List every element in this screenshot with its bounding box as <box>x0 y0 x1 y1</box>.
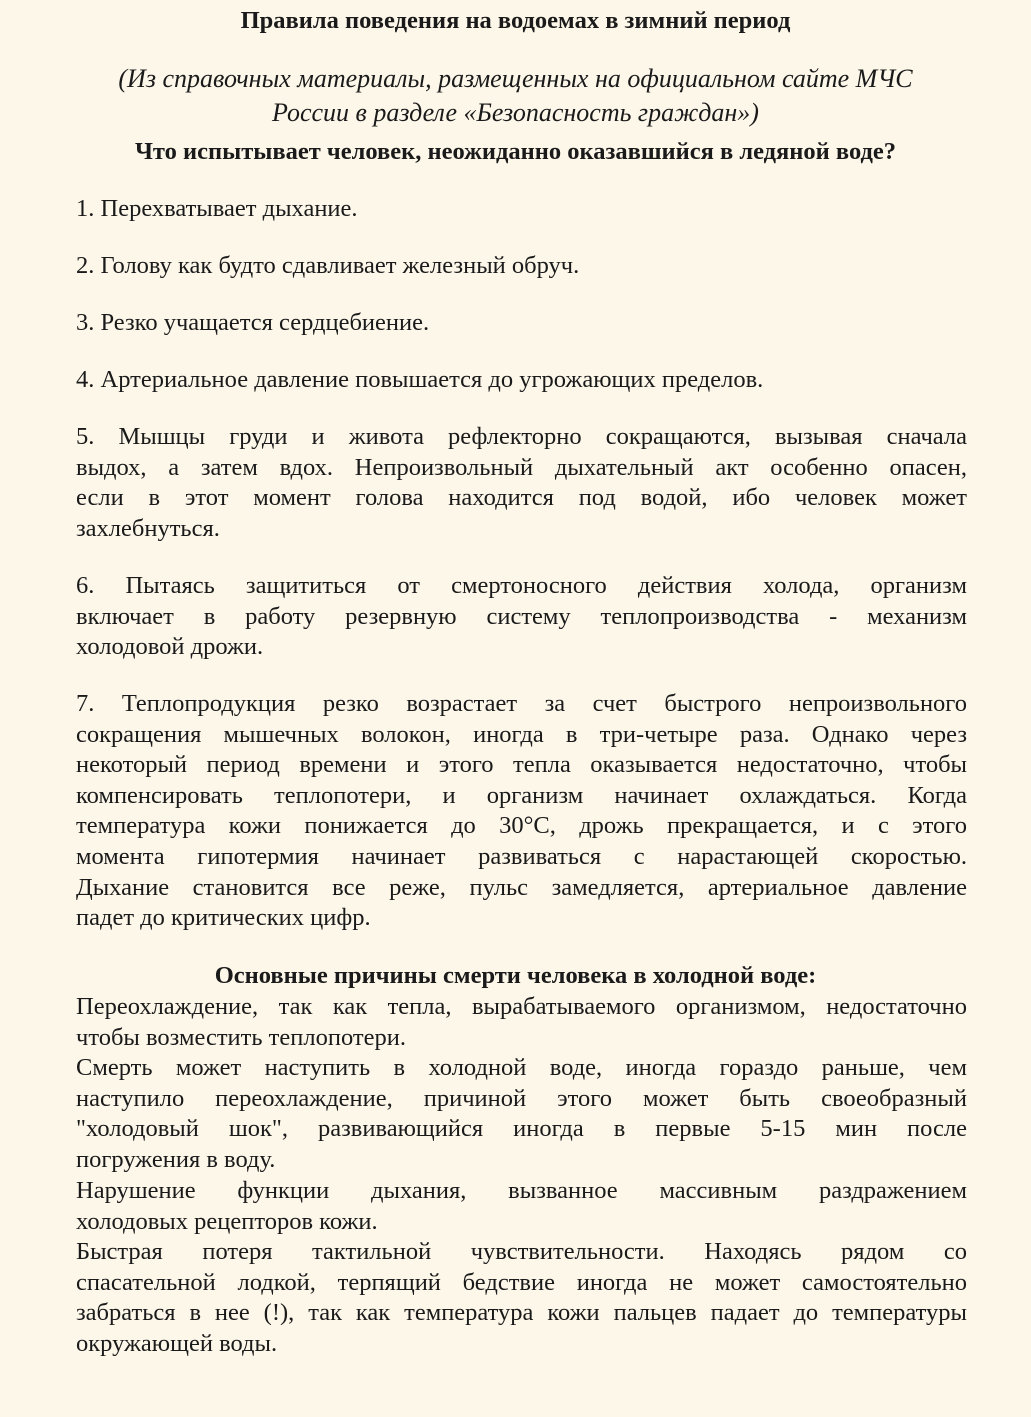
list-item-6 <box>76 571 967 663</box>
source-line-2: России в разделе «Безопасность граждан») <box>272 98 759 127</box>
list-item-7 <box>76 689 967 934</box>
text-line: чтобы возместить теплопотери. <box>76 1023 406 1051</box>
text-line: "холодовый шок", развивающийся иногда в первые 5-15 мин после <box>76 1115 967 1143</box>
text-line: холодовой дрожи. <box>76 633 264 661</box>
text-line: 6. Пытаясь защититься от смертоносного действия холода, организм <box>76 572 967 599</box>
text-line: Смерть может наступить в холодной воде, иногда гораздо раньше, чем <box>76 1054 967 1081</box>
text-line: Нарушение функции дыхания, вызванное массивным раздражением <box>76 1177 967 1204</box>
text-line: если в этот момент голова находится под водой, ибо человек может <box>76 484 967 512</box>
text-line: Быстрая потеря тактильной чувствительности. Находясь рядом со <box>76 1238 967 1265</box>
text-line: Дыхание становится все реже, пульс замедляется, артериальное давление <box>76 873 967 901</box>
text-line: окружающей воды. <box>76 1329 278 1357</box>
list-item-4: 4. Артериальное давление повышается до угрожающих пределов. <box>76 366 764 393</box>
text-line: спасательной лодкой, терпящий бедствие иногда не может самостоятельно <box>76 1268 967 1296</box>
text-line: компенсировать теплопотери, и организм начинает охлаждаться. Когда <box>76 781 967 809</box>
text-line: погружения в воду. <box>76 1145 276 1173</box>
text-line: включает в работу резервную систему теплопроизводства - механизм <box>76 602 967 630</box>
text-line: выдох, а затем вдох. Непроизвольный дыхательный акт особенно опасен, <box>76 453 967 481</box>
text-line: некоторый период времени и этого тепла оказывается недостаточно, чтобы <box>76 751 967 779</box>
text-line: сокращения мышечных волокон, иногда в три-четыре раза. Однако через <box>76 720 967 748</box>
list-item-2: 2. Голову как будто сдавливает железный обруч. <box>76 252 580 279</box>
list-item-3: 3. Резко учащается сердцебиение. <box>76 309 430 336</box>
text-line: 7. Теплопродукция резко возрастает за счет быстрого непроизвольного <box>76 690 967 717</box>
text-line: 5. Мышцы груди и живота рефлекторно сокращаются, вызывая сначала <box>76 423 967 450</box>
list-item-1: 1. Перехватывает дыхание. <box>76 195 358 222</box>
text-line: забраться в нее (!), так как температура кожи пальцев падает до температуры <box>76 1299 967 1327</box>
section-heading-symptoms: Что испытывает человек, неожиданно оказавшийся в ледяной воде? <box>134 138 897 165</box>
text-line: захлебнуться. <box>76 514 220 542</box>
source-line-1: (Из справочных материалы, размещенных на официальном сайте МЧС <box>118 64 913 93</box>
section-heading-causes: Основные причины смерти человека в холодной воде: <box>214 962 817 989</box>
text-line: температура кожи понижается до 30°С, дрожь прекращается, и с этого <box>76 812 967 840</box>
list-item-5 <box>76 422 967 544</box>
cause-item-1 <box>76 992 967 1053</box>
text-line: падет до критических цифр. <box>76 904 371 932</box>
text-line: Переохлаждение, так как тепла, вырабатываемого организмом, недостаточно <box>76 993 967 1020</box>
text-line: наступило переохлаждение, причиной этого может быть своеобразный <box>76 1084 967 1112</box>
text-line: холодовых рецепторов кожи. <box>76 1207 378 1235</box>
cause-item-2 <box>76 1053 967 1175</box>
document-title: Правила поведения на водоемах в зимний период <box>240 7 791 34</box>
cause-item-3 <box>76 1176 967 1237</box>
text-line: момента гипотермия начинает развиваться с нарастающей скоростью. <box>76 842 967 870</box>
cause-item-4 <box>76 1237 967 1359</box>
